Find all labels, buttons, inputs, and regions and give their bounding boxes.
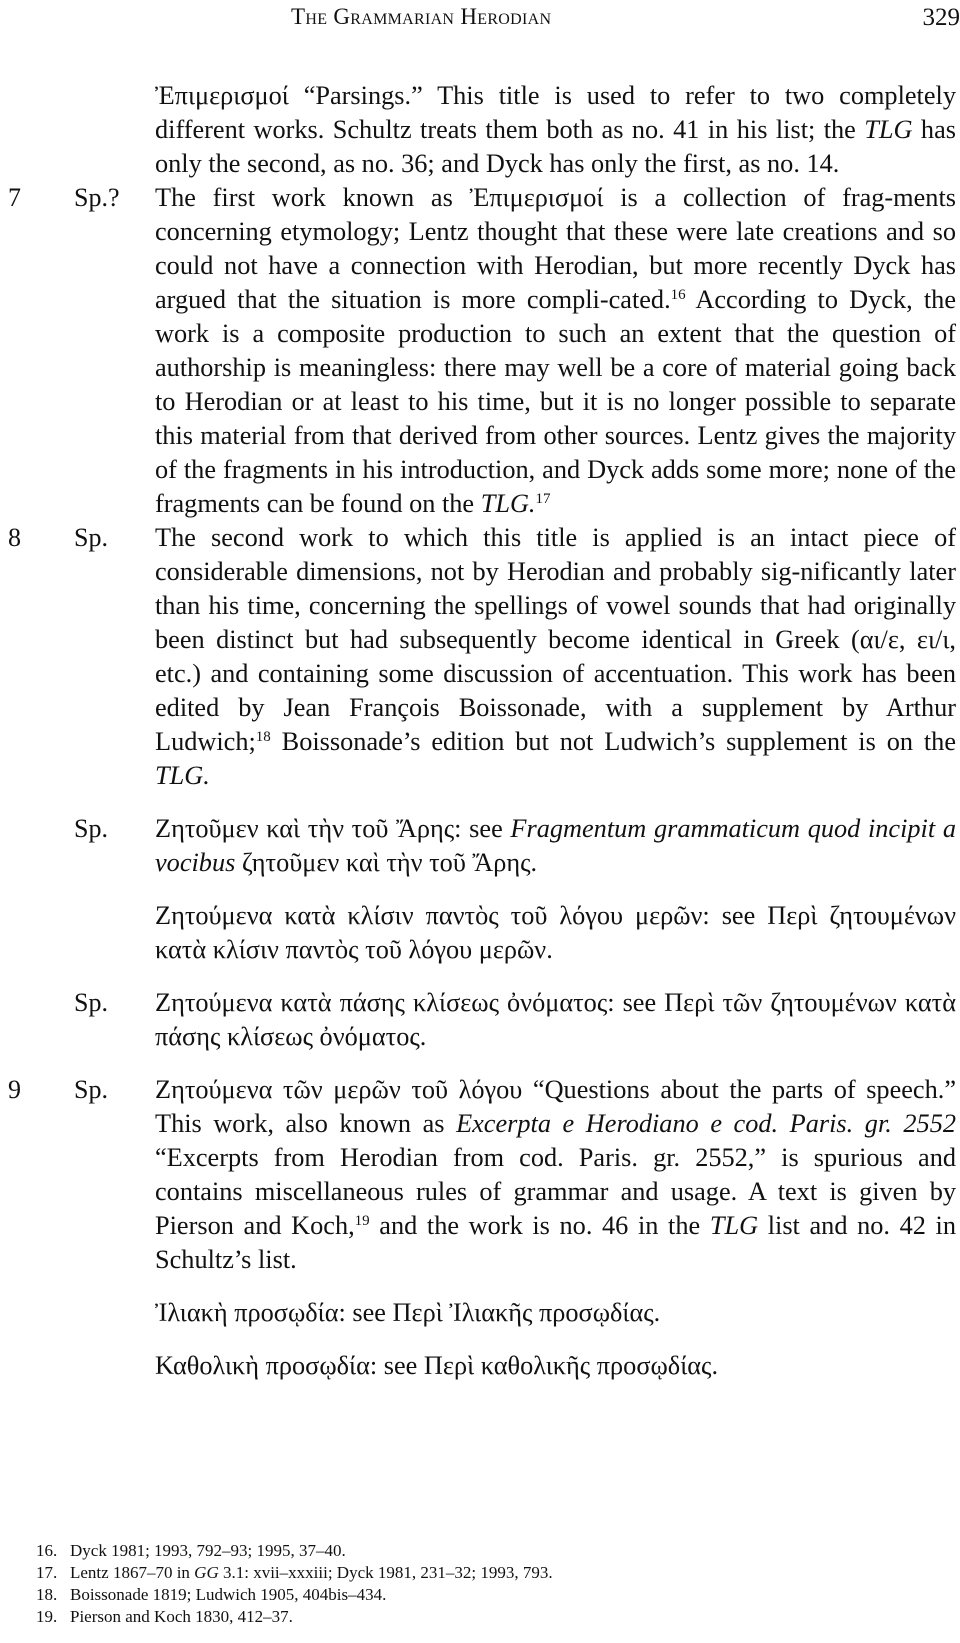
text-run: Boissonade’s edition but not Ludwich’s supplement is on the (270, 727, 956, 756)
text-run: Lentz 1867–70 in (70, 1563, 195, 1582)
text-run: According to Dyck, the work is a composite production to such an extent that the question of authorship is meaningless: there may well be a core of material going back to Herodian or at least to his time, but it is no longer possible to separate this material from that derived from other sources. Lentz gives the majority of the fragments in his introduction, and Dyck adds some more; none of the fragments can be found on the (155, 285, 957, 518)
page-number: 329 (922, 4, 960, 31)
footnote-number: 17. (36, 1563, 58, 1582)
entry-text (155, 181, 956, 521)
footnote-text: Boissonade 1819; Ludwich 1905, 404bis–434. (70, 1585, 387, 1604)
footnotes (36, 1540, 936, 1628)
footnote-text: Dyck 1981; 1993, 792–93; 1995, 37–40. (70, 1541, 346, 1560)
entry-text (155, 812, 956, 880)
entry-8 (0, 521, 960, 793)
footnote-ref: 19 (354, 1213, 370, 1229)
text-run: Ζητούμενα τῶν μερῶν τοῦ λόγου “Questions about the parts of speech.” This work, also known as (155, 1075, 956, 1138)
entry-number: 7 (8, 183, 21, 212)
text-run: Ζητούμενα κατὰ κλίσιν παντὸς τοῦ λόγου μερῶν: see Περὶ ζητουμένων κατὰ κλίσιν παντὸς τοῦ λόγου μερῶν. (155, 901, 956, 964)
entry-text (155, 79, 956, 181)
text-run: list and no. 42 in Schultz’s list. (155, 1211, 956, 1274)
footnote (36, 1584, 936, 1606)
entry-label: Sp. (74, 814, 108, 843)
italic-run: TLG (709, 1211, 759, 1240)
text-run: Ζητούμενα κατὰ πάσης κλίσεως ὀνόματος: see Περὶ τῶν ζητουμένων κατὰ πάσης κλίσεως ὀνόματος. (155, 988, 956, 1051)
italic-run: GG (194, 1563, 219, 1582)
running-header (0, 4, 960, 44)
footnote-ref: 17 (535, 491, 551, 507)
text-run: ζητοῦμεν καὶ τὴν τοῦ Ἄρης. (235, 848, 538, 877)
footnote (36, 1606, 936, 1628)
text-run: “Excerpts from Herodian from cod. Paris. gr. 2552,” is spurious and contains miscellaneous rules of grammar and usage. A text is given by Pierson and Koch, (155, 1143, 956, 1240)
entry-label: Sp.? (74, 183, 120, 212)
entry-label: Sp. (74, 523, 108, 552)
entry-text (155, 899, 956, 967)
text-run: Ζητοῦμεν καὶ τὴν τοῦ Ἄρης: see (155, 814, 511, 843)
entry-7 (0, 181, 960, 521)
entry-text (155, 1349, 956, 1383)
entry-text (155, 1073, 956, 1277)
footnote-number: 19. (36, 1607, 58, 1626)
entry-epimerismoi (0, 79, 960, 181)
text-run: has only the second, as no. 36; and Dyck has only the first, as no. 14. (155, 115, 956, 178)
entry-number: 9 (8, 1075, 21, 1104)
entry-text (155, 986, 956, 1054)
entry-text (155, 1296, 956, 1330)
text-run: Ἰλιακὴ προσῳδία: see Περὶ Ἰλιακῆς προσῳδίας. (155, 1298, 661, 1327)
italic-run: TLG (864, 115, 913, 144)
footnote-ref: 18 (255, 729, 271, 745)
entry-zetoumena-onomatos (0, 986, 960, 1054)
footnote-number: 18. (36, 1585, 58, 1604)
italic-run: Fragmentum grammaticum quod incipit a vocibus (155, 814, 956, 877)
italic-run: TLG. (155, 761, 210, 790)
entry-zetoumena-klisin (0, 899, 960, 967)
text-run: 3.1: xvii–xxxiii; Dyck 1981, 231–32; 1993, 793. (218, 1563, 553, 1582)
entry-label: Sp. (74, 1075, 108, 1104)
footnote-text: Pierson and Koch 1830, 412–37. (70, 1607, 293, 1626)
footnote-number: 16. (36, 1541, 58, 1560)
running-title (291, 4, 551, 30)
entry-text (155, 521, 956, 793)
text-run: and the work is no. 46 in the (369, 1211, 710, 1240)
entry-iliake (0, 1296, 960, 1330)
text-run: Καθολικὴ προσῳδία: see Περὶ καθολικῆς προσῳδίας. (155, 1351, 719, 1380)
entry-9 (0, 1073, 960, 1277)
entry-katholike (0, 1349, 960, 1383)
running-title-text: The Grammarian Herodian (291, 4, 552, 29)
footnote (36, 1562, 936, 1584)
italic-run: Excerpta e Herodiano e cod. Paris. gr. 2552 (456, 1109, 956, 1138)
footnote-text (70, 1562, 553, 1584)
main-text (0, 79, 960, 1383)
italic-run: TLG. (480, 489, 536, 518)
text-run: The first work known as Ἐπιμερισμοί is a collection of frag-ments concerning etymology; Lentz thought that these were late creations and so could not have a connection with Herodian, but more recently Dyck has argued that the situation is more compli-cated. (155, 183, 956, 314)
entry-number: 8 (8, 523, 21, 552)
entry-zetoumen (0, 812, 960, 880)
text-run: The second work to which this title is applied is an intact piece of considerable dimensions, not by Herodian and probably sig-nificantly later than his time, concerning the spellings of vowel sounds that had originally been distinct but had subsequently become identical in Greek (αι/ε, ει/ι, etc.) and containing some discussion of accentuation. This work has been edited by Jean François Boissonade, with a supplement by Arthur Ludwich; (155, 523, 956, 756)
text-run: Ἐπιμερισμοί “Parsings.” This title is used to refer to two completely different works. Schultz treats them both as no. 41 in his list; the (155, 81, 956, 144)
footnote-ref: 16 (670, 287, 686, 303)
footnote (36, 1540, 936, 1562)
entry-label: Sp. (74, 988, 108, 1017)
